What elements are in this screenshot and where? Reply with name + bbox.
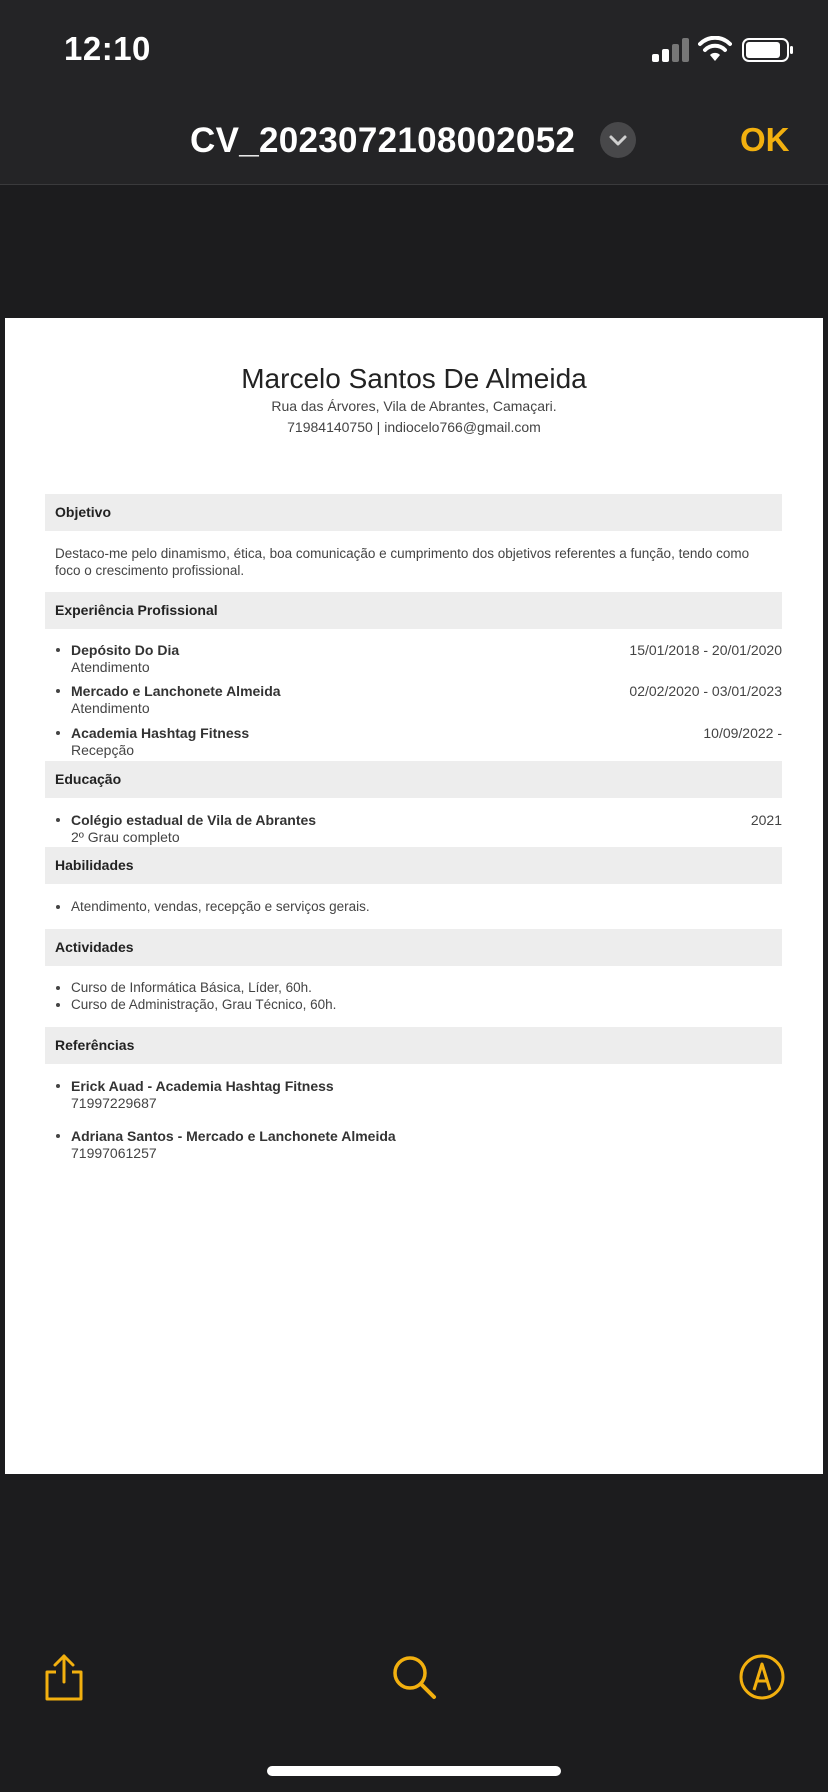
bullet (56, 689, 62, 693)
bullet (56, 1134, 62, 1138)
experience-role: Recepção (71, 742, 135, 758)
cellular-signal-icon (652, 38, 690, 62)
chevron-down-icon (600, 122, 636, 158)
resume-name: Marcelo Santos De Almeida (241, 363, 587, 394)
experience-title: Academia Hashtag Fitness (71, 725, 250, 741)
skills-text: Atendimento, vendas, recepção e serviços gerais. (71, 899, 370, 914)
navigation-bar (0, 95, 828, 185)
experience-date: 02/02/2020 - 03/01/2023 (629, 683, 782, 699)
bullet (56, 1003, 62, 1007)
document-title[interactable]: CV_2023072108002052 (190, 121, 576, 160)
education-degree: 2º Grau completo (71, 829, 180, 845)
experience-date: 15/01/2018 - 20/01/2020 (629, 642, 782, 658)
bullet (56, 1084, 62, 1088)
reference-phone: 71997229687 (71, 1095, 157, 1111)
ok-button[interactable]: OK (740, 121, 790, 158)
resume-contact: 71984140750 | indiocelo766@gmail.com (287, 419, 541, 435)
document-page (5, 318, 823, 1474)
title-menu-button[interactable] (600, 122, 636, 158)
bullet (56, 986, 62, 990)
markup-icon[interactable] (738, 1652, 786, 1702)
bullet (56, 731, 62, 735)
share-icon[interactable] (40, 1652, 88, 1702)
reference-phone: 71997061257 (71, 1145, 157, 1161)
section-header-experience: Experiência Profissional (45, 592, 782, 629)
experience-role: Atendimento (71, 659, 150, 675)
experience-date: 10/09/2022 - (703, 725, 782, 741)
section-header-activities: Actividades (45, 929, 782, 966)
bullet (56, 818, 62, 822)
status-bar (0, 0, 828, 95)
home-indicator[interactable] (267, 1766, 561, 1776)
activity-text: Curso de Informática Básica, Líder, 60h. (71, 980, 312, 995)
bullet (56, 648, 62, 652)
activity-text: Curso de Administração, Grau Técnico, 60h. (71, 997, 337, 1012)
experience-title: Mercado e Lanchonete Almeida (71, 683, 281, 699)
experience-role: Atendimento (71, 700, 150, 716)
section-header-objective: Objetivo (45, 494, 782, 531)
reference-name: Erick Auad - Academia Hashtag Fitness (71, 1078, 334, 1094)
status-time: 12:10 (64, 30, 151, 67)
section-header-references: Referências (45, 1027, 782, 1064)
resume-address: Rua das Árvores, Vila de Abrantes, Camaçari. (271, 398, 557, 414)
reference-name: Adriana Santos - Mercado e Lanchonete Almeida (71, 1128, 396, 1144)
wifi-icon (698, 36, 732, 62)
section-header-education: Educação (45, 761, 782, 798)
bullet (56, 905, 62, 909)
objective-text: Destaco-me pelo dinamismo, ética, boa comunicação e cumprimento dos objetivos referentes a função, tendo como foco o crescimento profissional. (55, 546, 750, 578)
section-header-skills: Habilidades (45, 847, 782, 884)
battery-icon (742, 38, 794, 62)
experience-title: Depósito Do Dia (71, 642, 180, 658)
education-title: Colégio estadual de Vila de Abrantes (71, 812, 317, 828)
search-icon[interactable] (390, 1653, 438, 1703)
education-year: 2021 (750, 812, 782, 828)
